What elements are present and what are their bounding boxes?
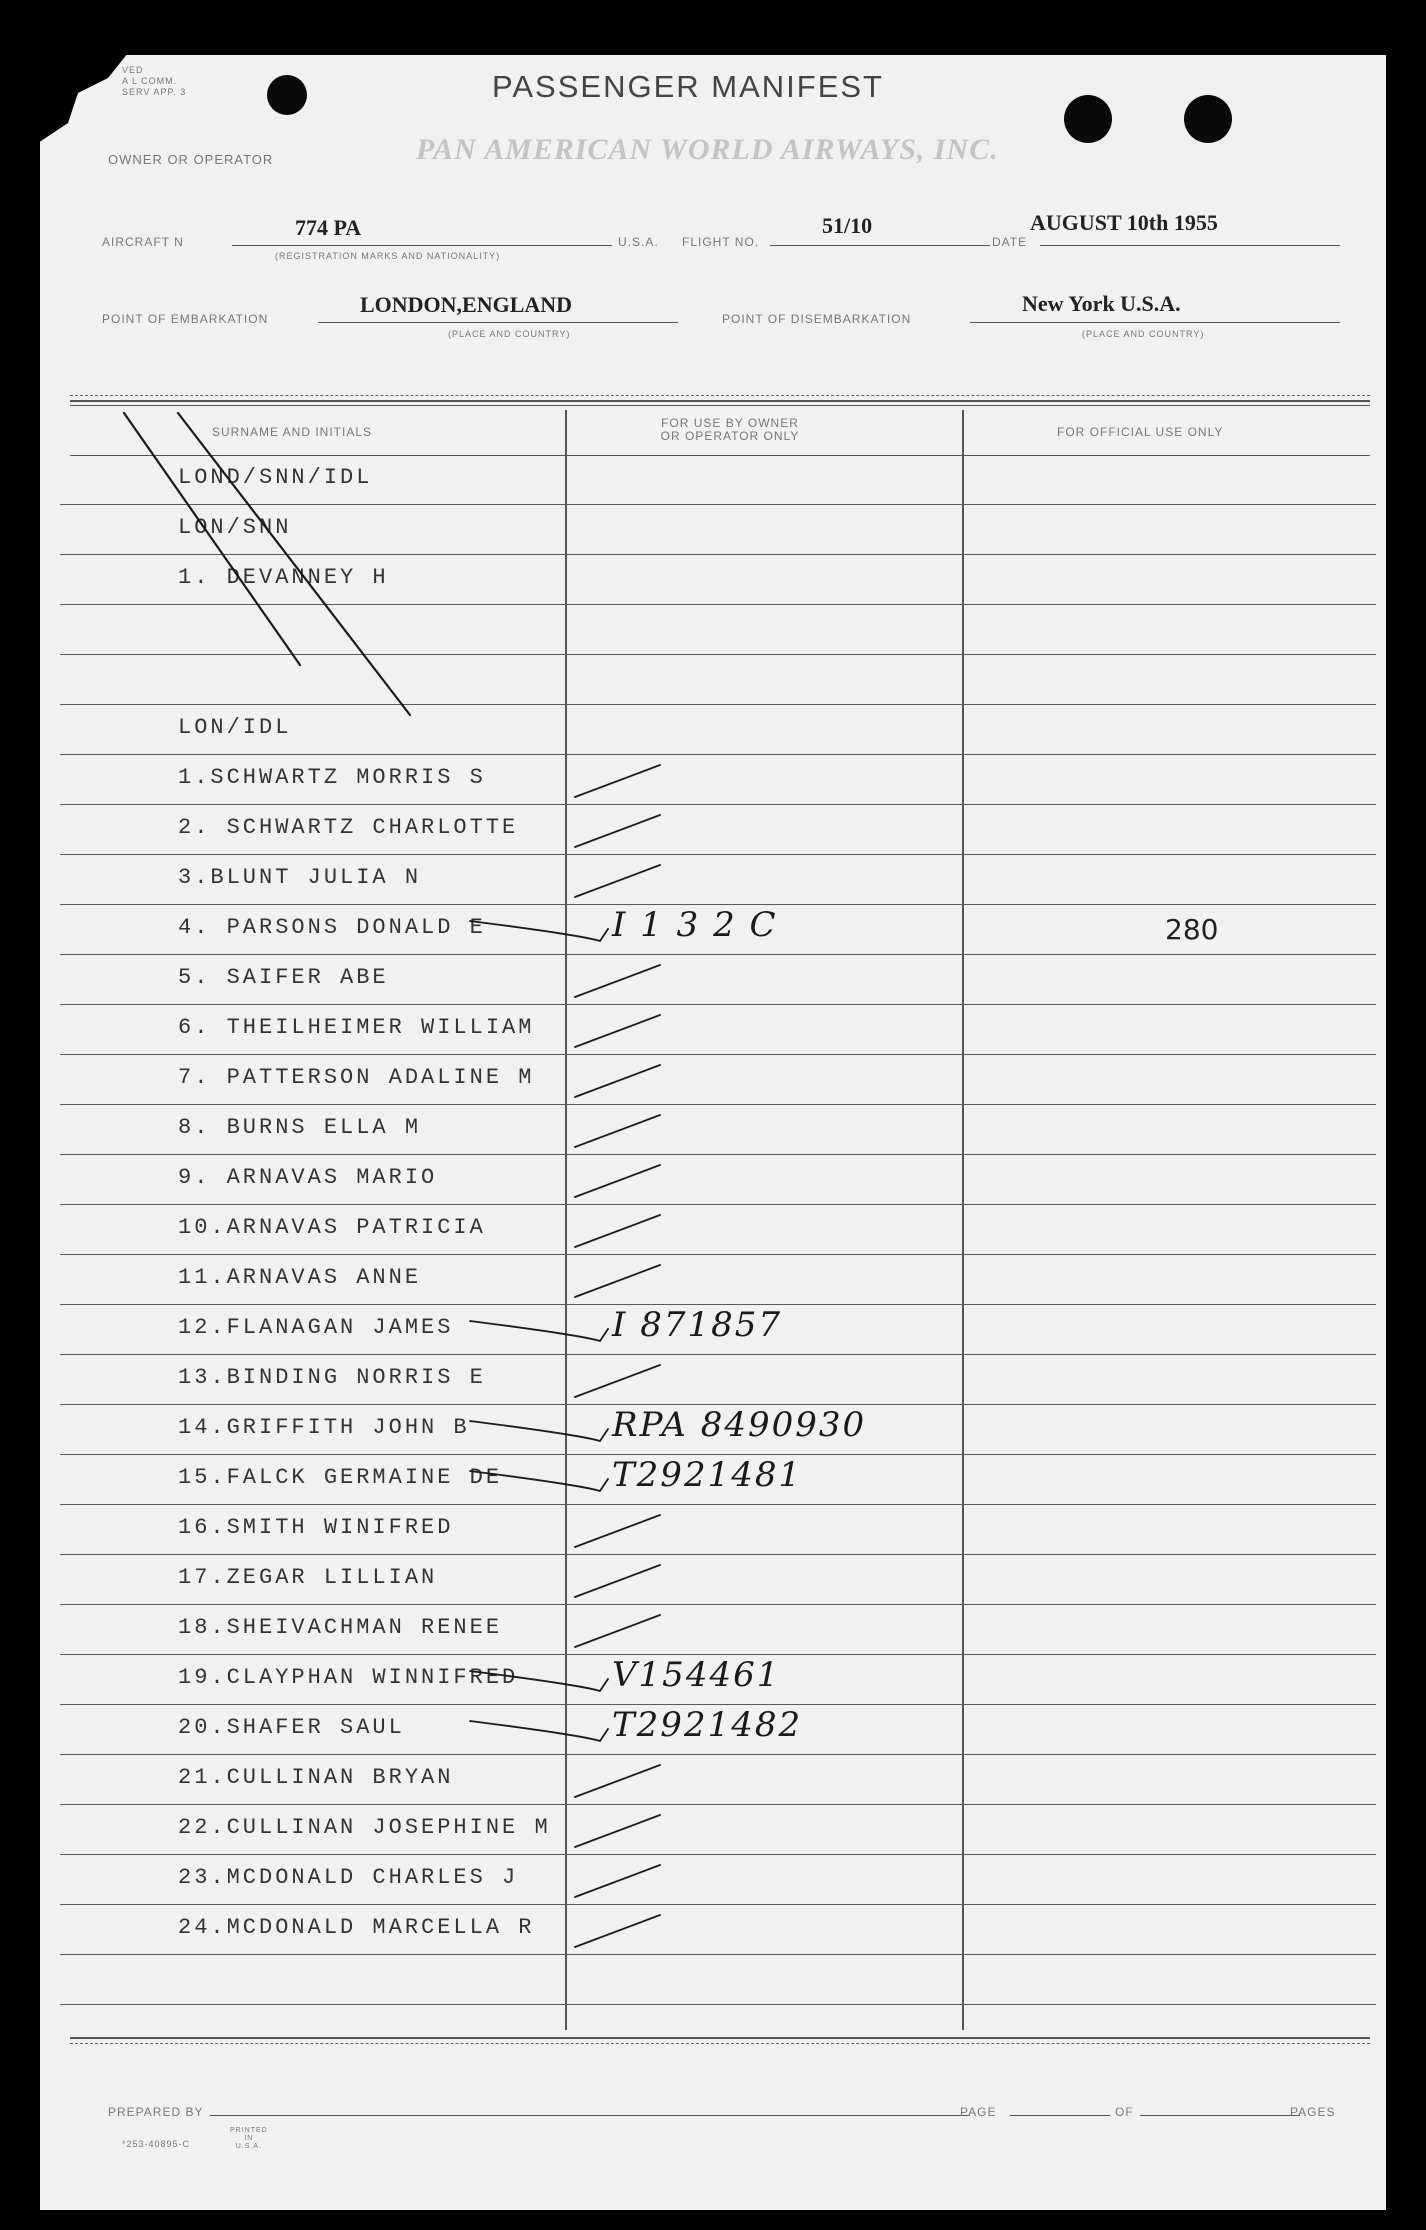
printed-in-usa: PRINTED IN U.S.A. — [230, 2127, 268, 2150]
table-row — [40, 1555, 1386, 1605]
table-row — [40, 1355, 1386, 1405]
pages-label: PAGES — [1290, 2105, 1336, 2119]
table-row — [40, 1955, 1386, 2005]
table-row — [40, 755, 1386, 805]
table-row — [40, 655, 1386, 705]
passenger-name: 24.MCDONALD MARCELLA R — [178, 1915, 535, 1940]
passport-number: V154461 — [612, 1655, 781, 1695]
embark-label: POINT OF EMBARKATION — [102, 312, 269, 326]
table-row — [40, 705, 1386, 755]
registration-caption: (REGISTRATION MARKS AND NATIONALITY) — [275, 251, 501, 261]
table-row — [40, 1005, 1386, 1055]
official-note: 280 — [1165, 913, 1219, 946]
table-row — [40, 1455, 1386, 1505]
form-number: *253-40895-C — [122, 2139, 191, 2149]
punch-hole-left — [267, 75, 307, 115]
passenger-name: 14.GRIFFITH JOHN B — [178, 1415, 470, 1440]
passenger-name: 20.SHAFER SAUL — [178, 1715, 405, 1740]
place-caption-disembark: (PLACE AND COUNTRY) — [1082, 329, 1205, 339]
passenger-name: 4. PARSONS DONALD E — [178, 915, 486, 940]
approval-stamp: VED A L COMM. SERV APP. 3 — [122, 65, 187, 97]
passenger-name: 11.ARNAVAS ANNE — [178, 1265, 422, 1290]
passenger-name: 2. SCHWARTZ CHARLOTTE — [178, 815, 519, 840]
column-header-owner-use: FOR USE BY OWNER OR OPERATOR ONLY — [660, 416, 800, 443]
table-row — [40, 905, 1386, 955]
page-title: PASSENGER MANIFEST — [492, 69, 884, 104]
table-row — [40, 1305, 1386, 1355]
embark-value: LONDON,ENGLAND — [360, 292, 573, 317]
passenger-name: 12.FLANAGAN JAMES — [178, 1315, 454, 1340]
flight-label: FLIGHT NO. — [682, 235, 760, 249]
table-row — [40, 1805, 1386, 1855]
punch-hole-right — [1184, 95, 1232, 143]
place-caption-embark: (PLACE AND COUNTRY) — [448, 329, 571, 339]
owner-label: OWNER OR OPERATOR — [108, 152, 274, 167]
passenger-name: 3.BLUNT JULIA N — [178, 865, 422, 890]
column-header-official-use: FOR OFFICIAL USE ONLY — [1057, 425, 1224, 439]
table-row — [40, 955, 1386, 1005]
disembark-value: New York U.S.A. — [1022, 291, 1181, 316]
passenger-name: 17.ZEGAR LILLIAN — [178, 1565, 438, 1590]
table-row — [40, 1255, 1386, 1305]
flight-value: 51/10 — [822, 213, 873, 238]
passenger-name: 1. DEVANNEY H — [178, 565, 389, 590]
passport-number: I 871857 — [612, 1305, 783, 1345]
table-row — [40, 455, 1386, 505]
table-row — [40, 1205, 1386, 1255]
torn-corner — [38, 53, 128, 143]
aircraft-value: 774 PA — [295, 215, 362, 240]
of-label: OF — [1115, 2105, 1134, 2119]
page-label: PAGE — [960, 2105, 997, 2119]
passport-number: RPA 8490930 — [612, 1405, 867, 1445]
table-row — [40, 1755, 1386, 1805]
table-row — [40, 1855, 1386, 1905]
passport-number: I 1 3 2 C — [612, 905, 778, 945]
passenger-name: 21.CULLINAN BRYAN — [178, 1765, 454, 1790]
date-label: DATE — [992, 235, 1028, 249]
table-row — [40, 1505, 1386, 1555]
table-row — [40, 605, 1386, 655]
manifest-sheet — [40, 55, 1386, 2210]
table-row — [40, 505, 1386, 555]
passport-number: T2921481 — [612, 1455, 803, 1495]
table-row — [40, 1655, 1386, 1705]
passenger-name: LOND/SNN/IDL — [178, 465, 373, 490]
passenger-name: 9. ARNAVAS MARIO — [178, 1165, 438, 1190]
column-header-surname: SURNAME AND INITIALS — [212, 425, 373, 439]
passenger-name: LON/IDL — [178, 715, 292, 740]
table-row — [40, 1905, 1386, 1955]
passenger-name: 1.SCHWARTZ MORRIS S — [178, 765, 486, 790]
passenger-name: 23.MCDONALD CHARLES J — [178, 1865, 519, 1890]
passenger-name: 8. BURNS ELLA M — [178, 1115, 422, 1140]
table-row — [40, 555, 1386, 605]
table-row — [40, 1055, 1386, 1105]
passenger-name: 19.CLAYPHAN WINNIFRED — [178, 1665, 519, 1690]
table-row — [40, 1405, 1386, 1455]
passenger-name: 16.SMITH WINIFRED — [178, 1515, 454, 1540]
passenger-name: 10.ARNAVAS PATRICIA — [178, 1215, 486, 1240]
table-row — [40, 1605, 1386, 1655]
table-row — [40, 1155, 1386, 1205]
passenger-name: 15.FALCK GERMAINE DE — [178, 1465, 503, 1490]
passenger-name: 22.CULLINAN JOSEPHINE M — [178, 1815, 551, 1840]
table-row — [40, 1105, 1386, 1155]
usa-label: U.S.A. — [618, 235, 659, 249]
date-value: AUGUST 10th 1955 — [1030, 210, 1218, 235]
aircraft-label: AIRCRAFT N — [102, 235, 184, 249]
punch-hole-center — [1064, 95, 1112, 143]
passenger-name: 7. PATTERSON ADALINE M — [178, 1065, 535, 1090]
passenger-name: 6. THEILHEIMER WILLIAM — [178, 1015, 535, 1040]
disembark-label: POINT OF DISEMBARKATION — [722, 312, 912, 326]
passenger-name: LON/SNN — [178, 515, 292, 540]
passport-number: T2921482 — [612, 1705, 803, 1745]
prepared-by-label: PREPARED BY — [108, 2105, 204, 2119]
passenger-name: 5. SAIFER ABE — [178, 965, 389, 990]
table-row — [40, 855, 1386, 905]
table-row — [40, 1705, 1386, 1755]
owner-value: PAN AMERICAN WORLD AIRWAYS, INC. — [416, 133, 999, 166]
passenger-name: 13.BINDING NORRIS E — [178, 1365, 486, 1390]
table-row — [40, 805, 1386, 855]
passenger-name: 18.SHEIVACHMAN RENEE — [178, 1615, 503, 1640]
